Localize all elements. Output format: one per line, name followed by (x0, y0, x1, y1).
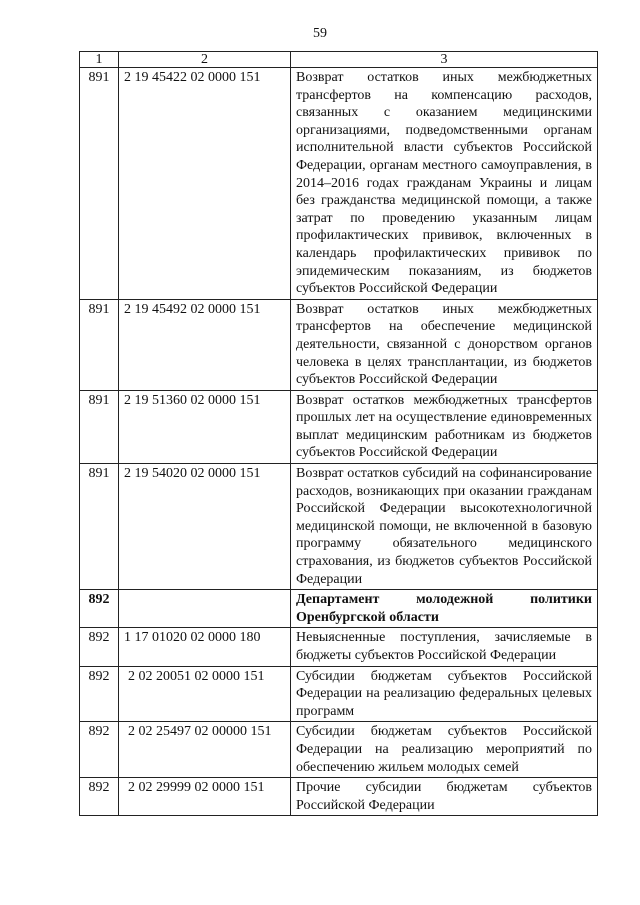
table-row (80, 464, 598, 590)
admin-code-cell: 892 (80, 628, 119, 666)
department-name-cell: Департамент молодежной политики Оренбургской области (291, 590, 598, 628)
budget-code-cell: 2 19 51360 02 0000 151 (119, 390, 291, 463)
header-col-1: 1 (80, 52, 119, 68)
description-cell: Субсидии бюджетам субъектов Российской Федерации на реализацию мероприятий по обеспечению жильем молодых семей (291, 722, 598, 778)
table-row (80, 778, 598, 816)
budget-code-cell: 1 17 01020 02 0000 180 (119, 628, 291, 666)
description-cell: Возврат остатков субсидий на софинансирование расходов, возникающих при оказании гражданам Российской Федерации высокотехнологичной медицинской помощи, не включенной в базовую программу обязательного медицинского страхования, из бюджетов субъектов Российской Федерации (291, 464, 598, 590)
budget-code-cell: 2 02 20051 02 0000 151 (119, 666, 291, 722)
budget-code-table (79, 51, 598, 816)
budget-code-cell: 2 19 54020 02 0000 151 (119, 464, 291, 590)
budget-code-cell: 2 19 45422 02 0000 151 (119, 68, 291, 300)
admin-code-cell: 891 (80, 390, 119, 463)
description-cell: Субсидии бюджетам субъектов Российской Федерации на реализацию федеральных целевых программ (291, 666, 598, 722)
description-cell: Возврат остатков иных межбюджетных трансфертов на компенсацию расходов, связанных с оказанием медицинскими организациями, подведомственными органам исполнительной власти субъектов Российской Федерации, органам местного самоуправления, в 2014–2016 годах гражданам Украины и лицам без гражданства медицинской помощи, а также затрат по проведению указанным лицам профилактических прививок, включенных в календарь профилактических прививок по эпидемическим показаниям, из бюджетов субъектов Российской Федерации (291, 68, 598, 300)
budget-code-cell (119, 590, 291, 628)
description-cell: Возврат остатков иных межбюджетных трансфертов на обеспечение медицинской деятельности, связанной с донорством органов человека в целях трансплантации, из бюджетов субъектов Российской Федерации (291, 299, 598, 390)
header-col-2: 2 (119, 52, 291, 68)
budget-code-cell: 2 02 29999 02 0000 151 (119, 778, 291, 816)
admin-code-cell: 891 (80, 68, 119, 300)
admin-code-cell: 892 (80, 722, 119, 778)
department-row (80, 590, 598, 628)
description-cell: Невыясненные поступления, зачисляемые в бюджеты субъектов Российской Федерации (291, 628, 598, 666)
header-col-3: 3 (291, 52, 598, 68)
page-number: 59 (313, 26, 327, 41)
description-cell: Возврат остатков межбюджетных трансфертов прошлых лет на осуществление единовременных выплат медицинским работникам из бюджетов субъектов Российской Федерации (291, 390, 598, 463)
admin-code-cell: 891 (80, 299, 119, 390)
admin-code-cell: 892 (80, 590, 119, 628)
table-row (80, 299, 598, 390)
table-row (80, 68, 598, 300)
budget-code-cell: 2 19 45492 02 0000 151 (119, 299, 291, 390)
table-row (80, 628, 598, 666)
admin-code-cell: 892 (80, 778, 119, 816)
description-cell: Прочие субсидии бюджетам субъектов Российской Федерации (291, 778, 598, 816)
table-row (80, 390, 598, 463)
table-row (80, 722, 598, 778)
admin-code-cell: 892 (80, 666, 119, 722)
budget-code-cell: 2 02 25497 02 00000 151 (119, 722, 291, 778)
table-row (80, 666, 598, 722)
admin-code-cell: 891 (80, 464, 119, 590)
table-header-row (80, 52, 598, 68)
